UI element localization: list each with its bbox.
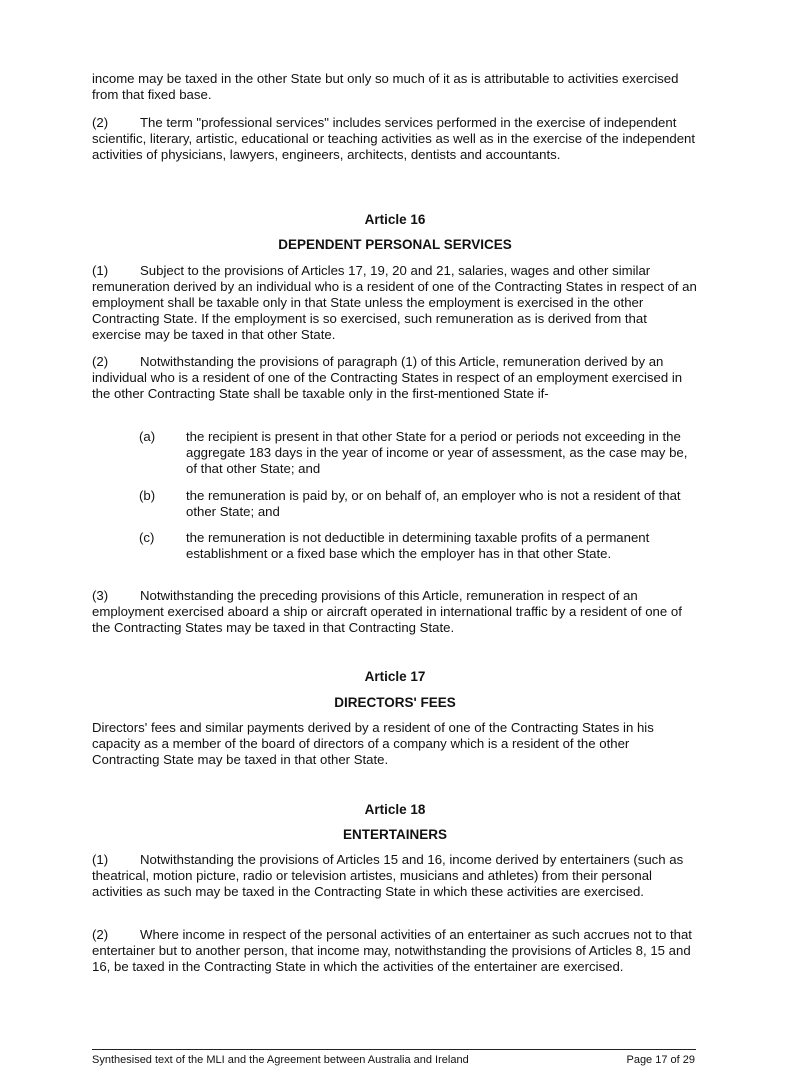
article-18-number: Article 18: [364, 802, 426, 817]
article-18-paragraph-2: [92, 927, 698, 975]
list-item-label: (b): [139, 488, 156, 503]
footer-divider: [92, 1049, 696, 1050]
article-18-title: ENTERTAINERS: [342, 827, 447, 842]
paragraph-text: Notwithstanding the preceding provisions of this Article, remuneration in respect of an employment exercised aboard a ship or aircraft operated in international traffic by a resident of one of the Contracting States may be taxed in that Contracting State.: [92, 588, 682, 635]
list-item-text: the remuneration is paid by, or on behalf of, an employer who is not a resident of that other State; and: [186, 488, 681, 519]
paragraph-number: (2): [92, 354, 109, 369]
paragraph-number: (1): [92, 263, 109, 278]
list-item-b: [139, 488, 699, 520]
article-16-title: DEPENDENT PERSONAL SERVICES: [278, 237, 512, 252]
article-17-paragraph: [92, 720, 698, 768]
list-item-c: [139, 530, 699, 562]
paragraph-number: (2): [92, 927, 109, 942]
paragraph-number: (2): [92, 115, 109, 130]
paragraph-text: Subject to the provisions of Articles 17, 19, 20 and 21, salaries, wages and other similar remuneration derived by an individual who is a resident of one of the Contracting States in respect of an employment shall be taxable only in that State unless the employment is exercised in the other Contracting State. If the employment is so exercised, such remuneration as is derived from that exercise may be taxed in that other State.: [92, 263, 697, 342]
article-17-title: DIRECTORS' FEES: [334, 695, 456, 710]
list-item-a: [139, 429, 699, 477]
paragraph-number: (1): [92, 852, 109, 867]
paragraph-number: (3): [92, 588, 109, 603]
article-16-paragraph-1: [92, 263, 698, 343]
footer-document-title: Synthesised text of the MLI and the Agreement between Australia and Ireland: [92, 1054, 469, 1066]
paragraph-text: The term "professional services" includes services performed in the exercise of independent scientific, literary, artistic, educational or teaching activities as well as in the exercise of the independent activities of physicians, lawyers, engineers, architects, dentists and accountants.: [92, 115, 696, 162]
article-16-number: Article 16: [364, 212, 426, 227]
paragraph-text: Directors' fees and similar payments derived by a resident of one of the Contracting States in his capacity as a member of the board of directors of a company which is a resident of the other Contracting State may be taxed in that other State.: [92, 720, 654, 767]
paragraph-text: Notwithstanding the provisions of Articles 15 and 16, income derived by entertainers (such as theatrical, motion picture, radio or television artistes, musicians and athletes) from their personal activities as such may be taxed in the Contracting State in which these activities are exercised.: [92, 852, 684, 899]
footer-page-number: Page 17 of 29: [626, 1054, 695, 1066]
paragraph-text: Notwithstanding the provisions of paragraph (1) of this Article, remuneration derived by an individual who is a resident of one of the Contracting States in respect of an employment exercised in the other Contracting State shall be taxable only in the first-mentioned State if-: [92, 354, 683, 401]
list-item-label: (a): [139, 429, 156, 444]
list-item-text: the recipient is present in that other State for a period or periods not exceeding in the aggregate 183 days in the year of income or year of assessment, as the case may be, of that other State; and: [186, 429, 688, 476]
list-item-label: (c): [139, 530, 155, 545]
carry-over-paragraph: income may be taxed in the other State but only so much of it as is attributable to activities exercised from that fixed base.: [92, 71, 679, 102]
article-18-paragraph-1: [92, 852, 698, 900]
article-17-number: Article 17: [364, 669, 426, 684]
list-item-text: the remuneration is not deductible in determining taxable profits of a permanent establishment or a fixed base which the employer has in that other State.: [186, 530, 650, 561]
paragraph-text: Where income in respect of the personal activities of an entertainer as such accrues not to that entertainer but to another person, that income may, notwithstanding the provisions of Articles 8, 15 and 16, be taxed in the Contracting State in which the activities of the entertainer are exercised.: [92, 927, 692, 974]
paragraph-2-professional-services: [92, 115, 698, 163]
article-16-paragraph-2: [92, 354, 698, 402]
article-16-paragraph-3: [92, 588, 698, 636]
